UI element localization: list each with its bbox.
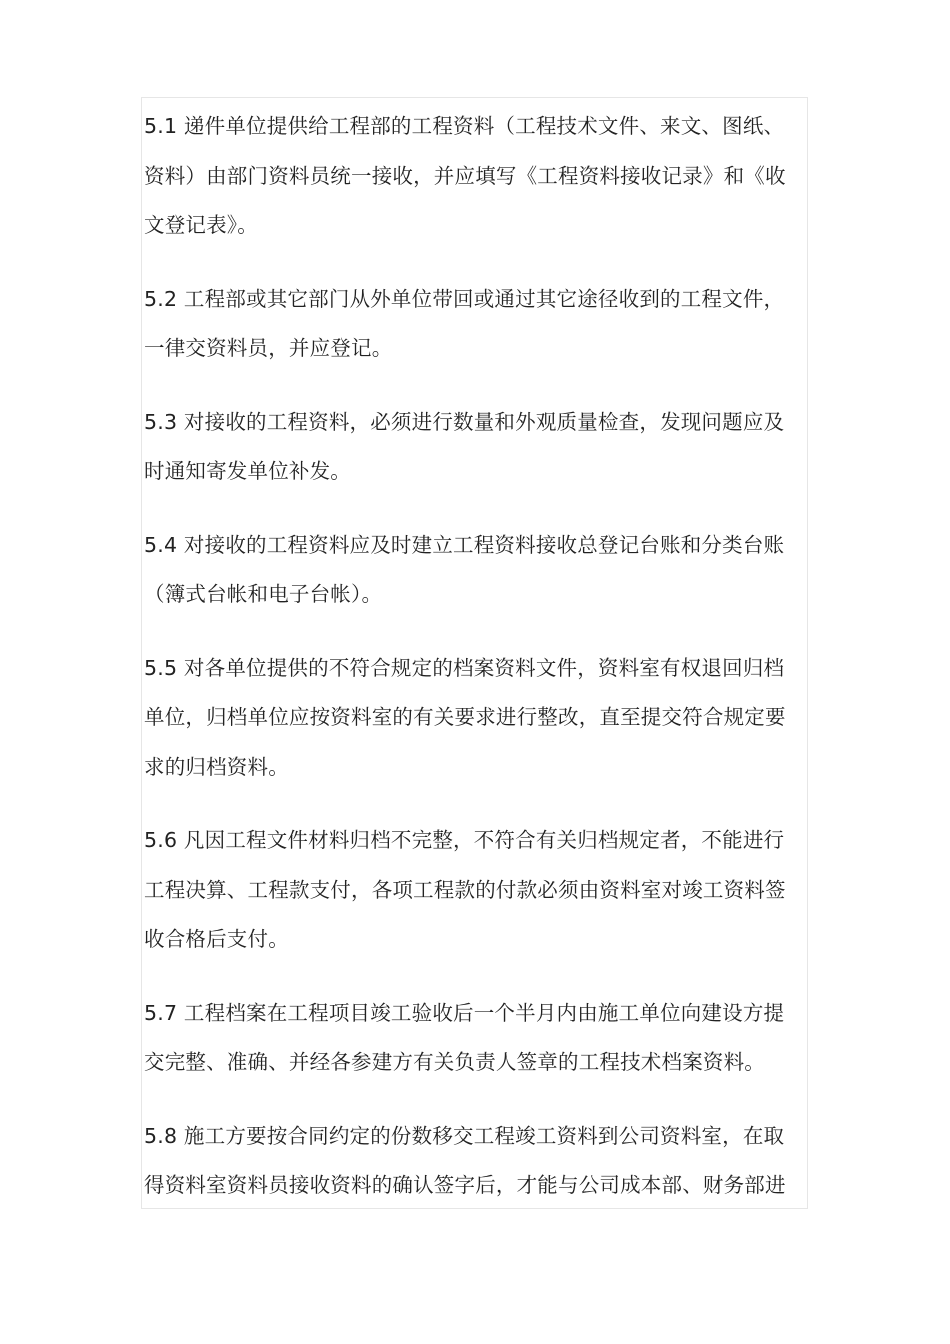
text-line: 5.6 凡因工程文件材料归档不完整，不符合有关归档规定者，不能进行 <box>144 828 785 852</box>
document-page <box>141 97 808 1209</box>
paragraph-5-1 <box>144 102 808 251</box>
document-body <box>144 102 808 1209</box>
text-line: 5.3 对接收的工程资料，必须进行数量和外观质量检查，发现问题应及 <box>144 409 785 434</box>
text-line: 工程决算、工程款支付，各项工程款的付款必须由资料室对竣工资料签 <box>144 877 786 902</box>
text-line: 求的归档资料。 <box>144 754 289 779</box>
text-line: 资料）由部门资料员统一接收，并应填写《工程资料接收记录》和《收 <box>144 163 786 188</box>
text-line: 5.5 对各单位提供的不符合规定的档案资料文件，资料室有权退回归档 <box>144 655 785 680</box>
paragraph-5-7 <box>144 989 808 1088</box>
text-line: 一律交资料员，并应登记。 <box>144 336 393 360</box>
text-line: 单位，归档单位应按资料室的有关要求进行整改，直至提交符合规定要 <box>144 705 786 729</box>
paragraph-5-2 <box>144 275 808 374</box>
text-line: （簿式台帐和电子台帐）。 <box>144 582 383 606</box>
text-line: 收合格后支付。 <box>144 927 289 951</box>
text-line: 交完整、准确、并经各参建方有关负责人签章的工程技术档案资料。 <box>144 1050 765 1074</box>
text-line: 5.8 施工方要按合同约定的份数移交工程竣工资料到公司资料室，在取 <box>144 1123 785 1148</box>
paragraph-5-8 <box>144 1112 808 1210</box>
text-line: 5.4 对接收的工程资料应及时建立工程资料接收总登记台账和分类台账 <box>144 532 785 557</box>
text-line: 时通知寄发单位补发。 <box>144 459 351 483</box>
paragraph-5-3 <box>144 398 808 497</box>
text-line: 5.2 工程部或其它部门从外单位带回或通过其它途径收到的工程文件， <box>144 286 785 311</box>
paragraph-5-6 <box>144 816 808 965</box>
text-line: 5.1 递件单位提供给工程部的工程资料（工程技术文件、来文、图纸、 <box>144 114 785 138</box>
text-line: 得资料室资料员接收资料的确认签字后，才能与公司成本部、财务部进 <box>144 1173 786 1197</box>
paragraph-5-4 <box>144 521 808 620</box>
text-line: 5.7 工程档案在工程项目竣工验收后一个半月内由施工单位向建设方提 <box>144 1000 785 1025</box>
text-line: 文登记表》。 <box>144 213 258 237</box>
paragraph-5-5 <box>144 644 808 793</box>
